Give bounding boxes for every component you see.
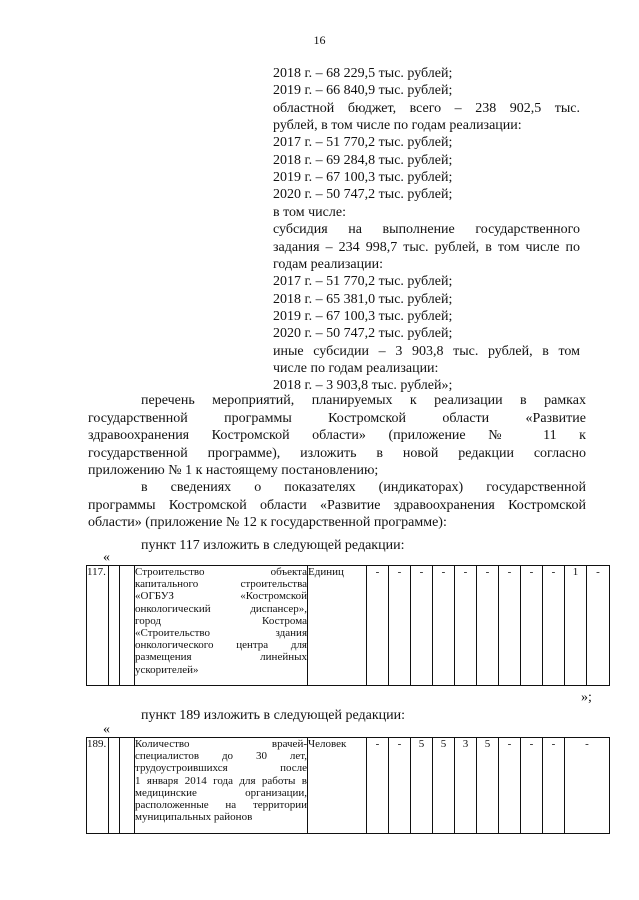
value-cell: 3 (455, 738, 477, 834)
page-number: 16 (313, 33, 326, 47)
table-row-117 (86, 565, 610, 686)
text-line: здравоохранения Костромской области» (приложение № 11 к (88, 428, 586, 443)
row-number: 117. (87, 566, 109, 686)
description-line: онкологического центра для (135, 639, 307, 652)
text-line: 2020 г. – 50 747,2 тыс. рублей; (273, 326, 453, 342)
text-line: государственной программе), изложить в новой редакции согласно (88, 445, 586, 461)
text-line: в том числе: (273, 204, 346, 220)
text-line: задания – 234 998,7 тыс. рублей, в том числе по (273, 239, 580, 255)
text-line: областной бюджет, всего – 238 902,5 тыс. (273, 100, 580, 116)
unit-cell: Человек (308, 738, 367, 834)
text-line: области» (приложение № 12 к государственной программе): (88, 515, 447, 530)
description-line: ускорителей» (135, 663, 199, 676)
value-cell: - (477, 566, 499, 686)
table-row-189 (86, 737, 610, 834)
value-cell: 1 (565, 566, 587, 686)
value-cell: 5 (411, 738, 433, 834)
text-line: 2018 г. – 68 229,5 тыс. рублей; (273, 66, 453, 81)
row-number: 189. (87, 738, 109, 834)
description-line: город Кострома (135, 614, 307, 627)
empty-cell (109, 738, 120, 834)
text-line: 2018 г. – 3 903,8 тыс. рублей»; (273, 378, 453, 394)
description-line: муниципальных районов (135, 811, 253, 824)
description-line: медицинские организации, (135, 786, 307, 799)
value-cell: - (587, 566, 610, 686)
value-cell: - (521, 566, 543, 686)
value-cell: - (411, 566, 433, 686)
open-quote-117: « (103, 550, 110, 565)
value-cell: - (499, 566, 521, 686)
text-line: 2020 г. – 50 747,2 тыс. рублей; (273, 187, 453, 203)
value-cell: - (521, 738, 543, 834)
description-line: расположенные на территории (135, 799, 307, 812)
value-cell: - (367, 738, 389, 834)
indicator-description (135, 566, 308, 686)
unit-cell: Единиц (308, 566, 367, 686)
empty-cell (120, 738, 135, 834)
value-cell: - (543, 738, 565, 834)
text-line: 2019 г. – 66 840,9 тыс. рублей; (273, 83, 453, 99)
text-line: иные субсидии – 3 903,8 тыс. рублей, в том (273, 343, 580, 359)
description-line: «ОГБУЗ «Костромской (135, 590, 307, 603)
text-line: числе по годам реализации: (273, 360, 439, 376)
text-line: перечень мероприятий, планируемых к реализации в рамках (141, 393, 586, 408)
description-line: Строительство объекта (135, 566, 307, 578)
value-cell: - (565, 738, 610, 834)
value-cell: - (455, 566, 477, 686)
text-line: 2017 г. – 51 770,2 тыс. рублей; (273, 274, 453, 290)
value-cell: - (367, 566, 389, 686)
item-189-heading: пункт 189 изложить в следующей редакции: (141, 708, 405, 723)
description-line: размещения линейных (135, 651, 307, 664)
text-line: приложению № 1 к настоящему постановлению; (88, 463, 379, 478)
text-line: рублей, в том числе по годам реализации: (273, 118, 522, 134)
text-line: программы Костромской области «Развитие здравоохранения Костромской (88, 497, 586, 513)
text-line: 2017 г. – 51 770,2 тыс. рублей; (273, 135, 453, 151)
value-cell: 5 (477, 738, 499, 834)
description-line: «Строительство здания (135, 627, 307, 640)
indicator-description (135, 738, 308, 834)
text-line: годам реализации: (273, 256, 383, 272)
empty-cell (109, 566, 120, 686)
value-cell: - (543, 566, 565, 686)
text-line: 2019 г. – 67 100,3 тыс. рублей; (273, 170, 453, 186)
description-line: 1 января 2014 года для работы в (135, 774, 307, 787)
item-117-heading: пункт 117 изложить в следующей редакции: (141, 538, 405, 553)
open-quote-189: « (103, 722, 110, 737)
text-line: 2019 г. – 67 100,3 тыс. рублей; (273, 308, 453, 324)
text-line: 2018 г. – 65 381,0 тыс. рублей; (273, 291, 453, 307)
description-line: капитального строительства (135, 578, 307, 591)
text-line: в сведениях о показателях (индикаторах) государственной (141, 480, 586, 495)
value-cell: - (433, 566, 455, 686)
value-cell: - (499, 738, 521, 834)
description-line: онкологический диспансер», (135, 602, 307, 615)
value-cell: 5 (433, 738, 455, 834)
close-quote-117: »; (581, 690, 592, 705)
text-line: субсидия на выполнение государственного (273, 222, 580, 238)
empty-cell (120, 566, 135, 686)
value-cell: - (389, 566, 411, 686)
value-cell: - (389, 738, 411, 834)
text-line: 2018 г. – 69 284,8 тыс. рублей; (273, 152, 453, 168)
description-line: трудоустроившихся после (135, 762, 307, 775)
description-line: специалистов до 30 лет, (135, 750, 307, 763)
description-line: Количество врачей- (135, 738, 307, 750)
text-line: государственной программы Костромской области «Развитие (88, 410, 586, 426)
